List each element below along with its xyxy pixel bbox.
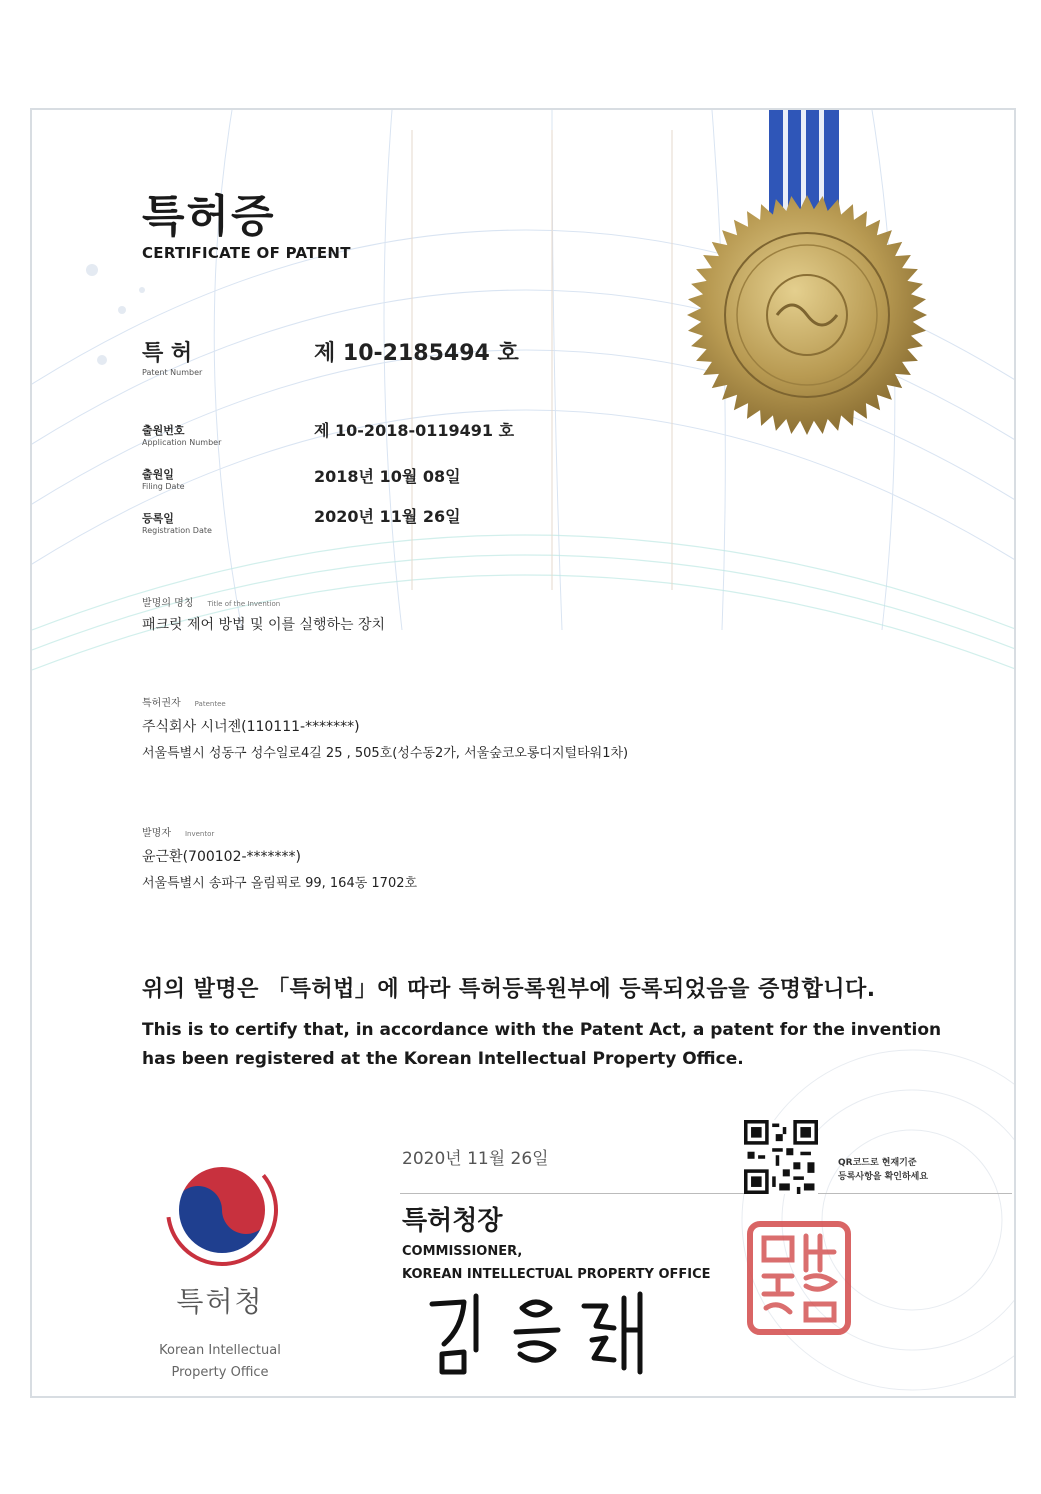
signature [424, 1288, 664, 1378]
inventor-label-ko: 발명자 [142, 828, 171, 839]
divider [400, 1193, 1012, 1194]
patent-number-label-en: Patent Number [142, 368, 203, 377]
commissioner-title: 특허청장 [402, 1206, 503, 1236]
patent-number-label: 특 허 [142, 341, 193, 366]
commissioner-title-en-line2: KOREAN INTELLECTUAL PROPERTY OFFICE [402, 1267, 711, 1282]
patentee-address: 서울특별시 성동구 성수일로4길 25 , 505호(성수동2가, 서울숲코오롱디지털타워1차) [142, 746, 629, 761]
certification-statement-en: This is to certify that, in accordance with the Patent Act, a patent for the invention has been registered at the Korean Intellectual Property Office. [142, 1020, 942, 1069]
patent-number-value: 제 10-2185494 호 [314, 341, 519, 366]
application-number-label: 출원번호 [142, 424, 185, 437]
organization-name: 특허청 [176, 1285, 264, 1318]
inventor-label-en: Inventor [184, 830, 215, 838]
organization-name-en-line1: Korean Intellectual [159, 1343, 281, 1358]
qr-note-line1: QR코드로 현재기준 [838, 1158, 917, 1168]
inventor-address: 서울특별시 송파구 올림픽로 99, 164동 1702호 [142, 876, 418, 891]
invention-title-label-ko: 발명의 명칭 [142, 598, 194, 609]
qr-note-line2: 등록사항을 확인하세요 [838, 1172, 929, 1182]
organization-name-en-line2: Property Office [171, 1365, 269, 1380]
patentee-label [142, 694, 226, 709]
issue-date: 2020년 11월 26일 [402, 1149, 549, 1169]
filing-date-value: 2018년 10월 08일 [314, 467, 461, 486]
certificate-title: 특허증 [142, 191, 276, 242]
registration-date-label-en: Registration Date [142, 526, 212, 535]
qr-note [838, 1156, 928, 1184]
filing-date-label-en: Filing Date [142, 482, 185, 491]
patentee-label-ko: 특허권자 [142, 698, 181, 709]
certificate-title-en: CERTIFICATE OF PATENT [142, 244, 351, 262]
filing-date-label: 출원일 [142, 468, 174, 481]
invention-title-value: 패크릿 제어 방법 및 이를 실행하는 장치 [142, 617, 386, 633]
application-number-label-en: Application Number [142, 438, 222, 447]
commissioner-title-en-line1: COMMISSIONER, [402, 1244, 523, 1259]
registration-date-value: 2020년 11월 26일 [314, 507, 461, 526]
patentee-label-en: Patentee [194, 700, 226, 708]
inventor-label [142, 824, 214, 839]
qr-code-icon[interactable] [744, 1120, 818, 1194]
registration-date-label: 등록일 [142, 512, 174, 525]
kipo-logo-icon [152, 1150, 292, 1270]
invention-title-label-en: Title of the Invention [207, 600, 281, 608]
invention-title-label [142, 594, 280, 609]
patent-certificate [30, 108, 1016, 1398]
application-number-value: 제 10-2018-0119491 호 [314, 421, 515, 440]
certification-statement-ko: 위의 발명은 「특허법」에 따라 특허등록원부에 등록되었음을 증명합니다. [142, 977, 876, 1002]
patentee-name: 주식회사 시너젠(110111-*******) [142, 719, 360, 735]
gold-seal-icon [682, 190, 932, 440]
official-stamp-icon [746, 1220, 852, 1336]
organization-name-en [130, 1340, 310, 1384]
inventor-name: 윤근환(700102-*******) [142, 849, 301, 865]
